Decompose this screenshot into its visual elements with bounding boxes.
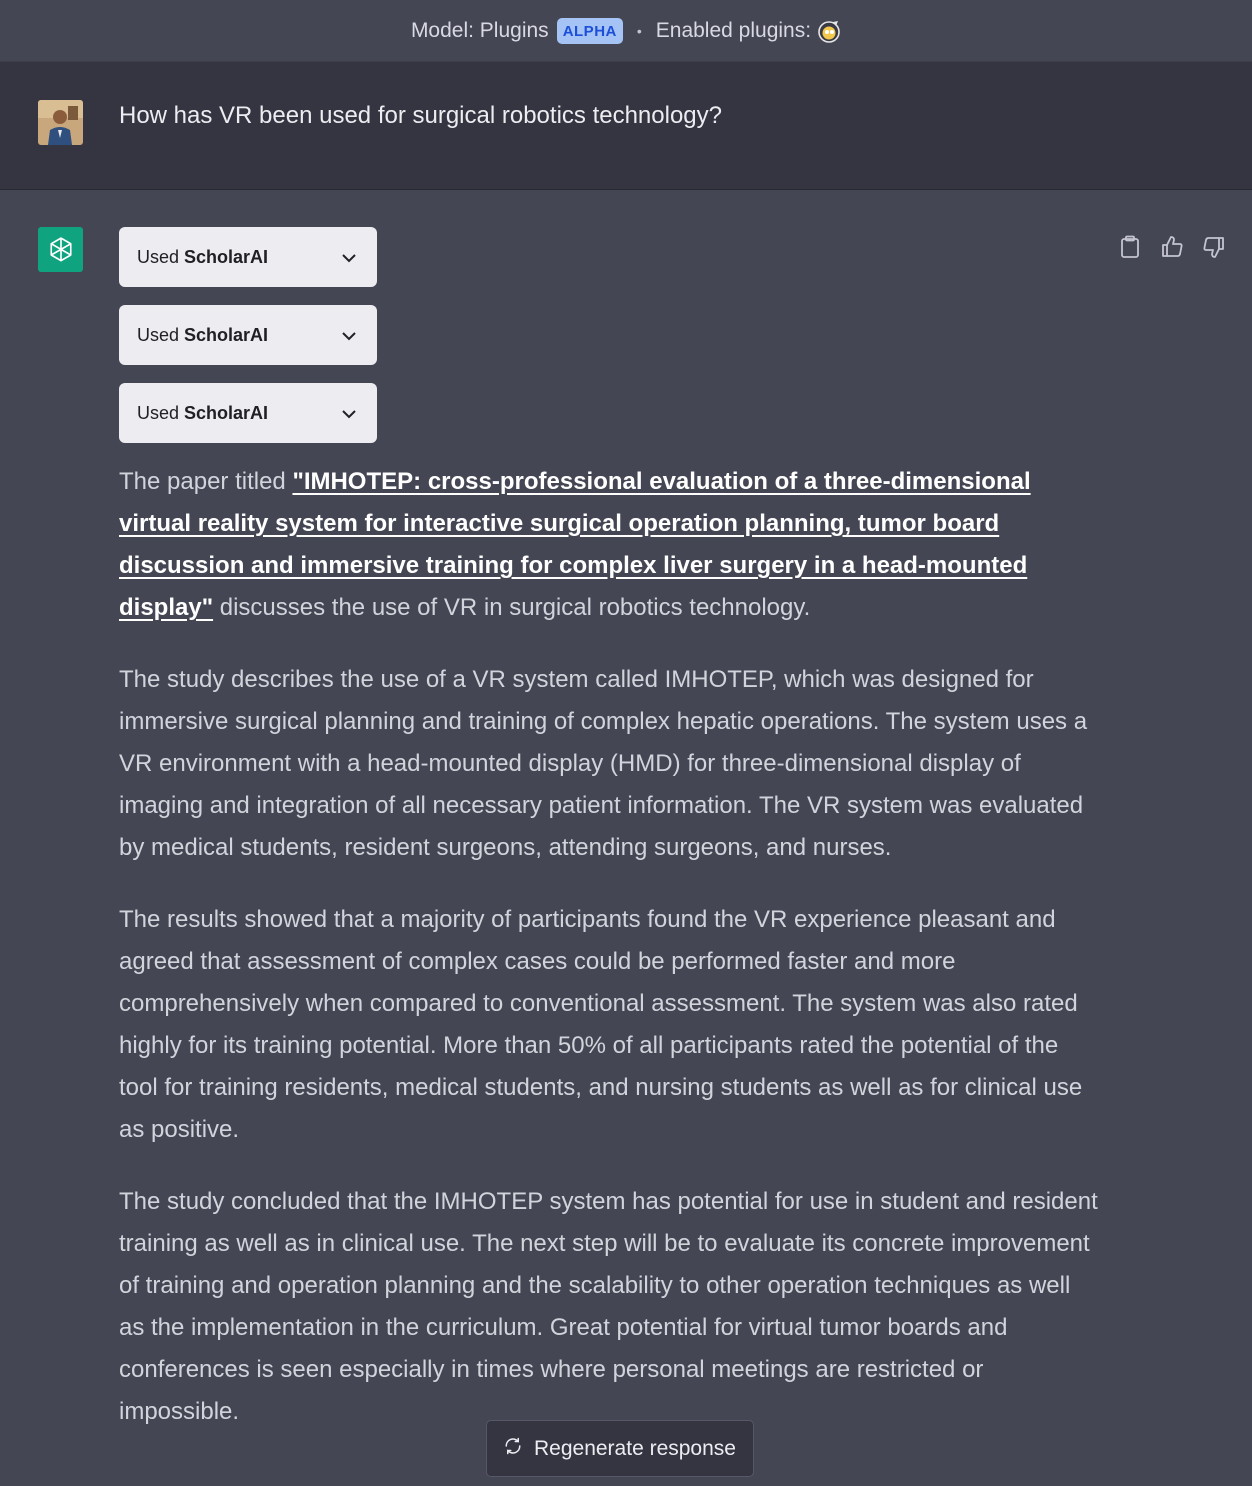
plugin-used-label: Used ScholarAI	[137, 402, 269, 423]
alpha-badge: ALPHA	[557, 18, 623, 44]
thumbs-up-icon[interactable]	[1158, 233, 1186, 261]
thumbs-down-icon[interactable]	[1200, 233, 1228, 261]
model-label: Model: Plugins	[410, 18, 549, 42]
chevron-down-icon	[341, 403, 357, 424]
assistant-response	[119, 461, 1099, 1463]
response-paragraph-2: The study describes the use of a VR system called IMHOTEP, which was designed for immersive surgical planning and training of complex hepatic operations. The system uses a VR environment with a head-mounted display (HMD) for three-dimensional display of imaging and integration of all necessary patient information. The VR system was evaluated by medical students, resident surgeons, attending surgeons, and nurses.	[119, 666, 1088, 861]
copy-icon[interactable]	[1116, 233, 1144, 261]
plugin-used-toggle-1[interactable]	[119, 227, 377, 287]
regenerate-label: Regenerate response	[534, 1436, 736, 1460]
paper-title-link[interactable]: "IMHOTEP: cross-professional evaluation of a three-dimensional virtual reality system for interactive surgical operation planning, tumor board discussion and immersive training for complex liver surgery in a head-mounted display"	[119, 468, 1031, 621]
chevron-down-icon	[341, 247, 357, 268]
regenerate-response-button[interactable]	[486, 1420, 754, 1477]
refresh-icon	[504, 1437, 522, 1461]
enabled-plugins-label: Enabled plugins:	[655, 18, 812, 42]
user-message: How has VR been used for surgical robotics technology?	[119, 102, 722, 129]
separator-dot: •	[636, 22, 642, 39]
scholarai-logo-icon[interactable]	[817, 19, 841, 43]
plugin-used-toggle-3[interactable]	[119, 383, 377, 443]
plugin-used-label: Used ScholarAI	[137, 246, 269, 267]
assistant-message-row	[0, 191, 1252, 1486]
plugin-used-label: Used ScholarAI	[137, 324, 269, 345]
openai-logo-icon	[38, 227, 83, 272]
chevron-down-icon	[341, 325, 357, 346]
user-message-row	[0, 62, 1252, 190]
user-avatar	[38, 100, 83, 145]
plugin-used-toggle-2[interactable]	[119, 305, 377, 365]
model-bar	[0, 0, 1252, 62]
response-paragraph-3: The results showed that a majority of participants found the VR experience pleasant and agreed that assessment of complex cases could be performed faster and more comprehensively when compared to conventional assessment. The system was also rated highly for its training potential. More than 50% of all participants rated the potential of the tool for training residents, medical students, and nursing students as well as for clinical use as positive.	[119, 906, 1083, 1143]
message-actions	[1116, 233, 1228, 261]
response-paragraph-4: The study concluded that the IMHOTEP system has potential for use in student and resident training as well as in clinical use. The next step will be to evaluate its concrete improvement of training and operation planning and the scalability to other operation techniques as well as the implementation in the curriculum. Great potential for virtual tumor boards and conferences is seen especially in times where personal meetings are restricted or impossible.	[119, 1188, 1098, 1425]
response-paragraph-1: The paper titled "IMHOTEP: cross-professional evaluation of a three-dimensional virtual reality system for interactive surgical operation planning, tumor board discussion and immersive training for complex liver surgery in a head-mounted display" discusses the use of VR in surgical robotics technology.	[119, 468, 1031, 621]
